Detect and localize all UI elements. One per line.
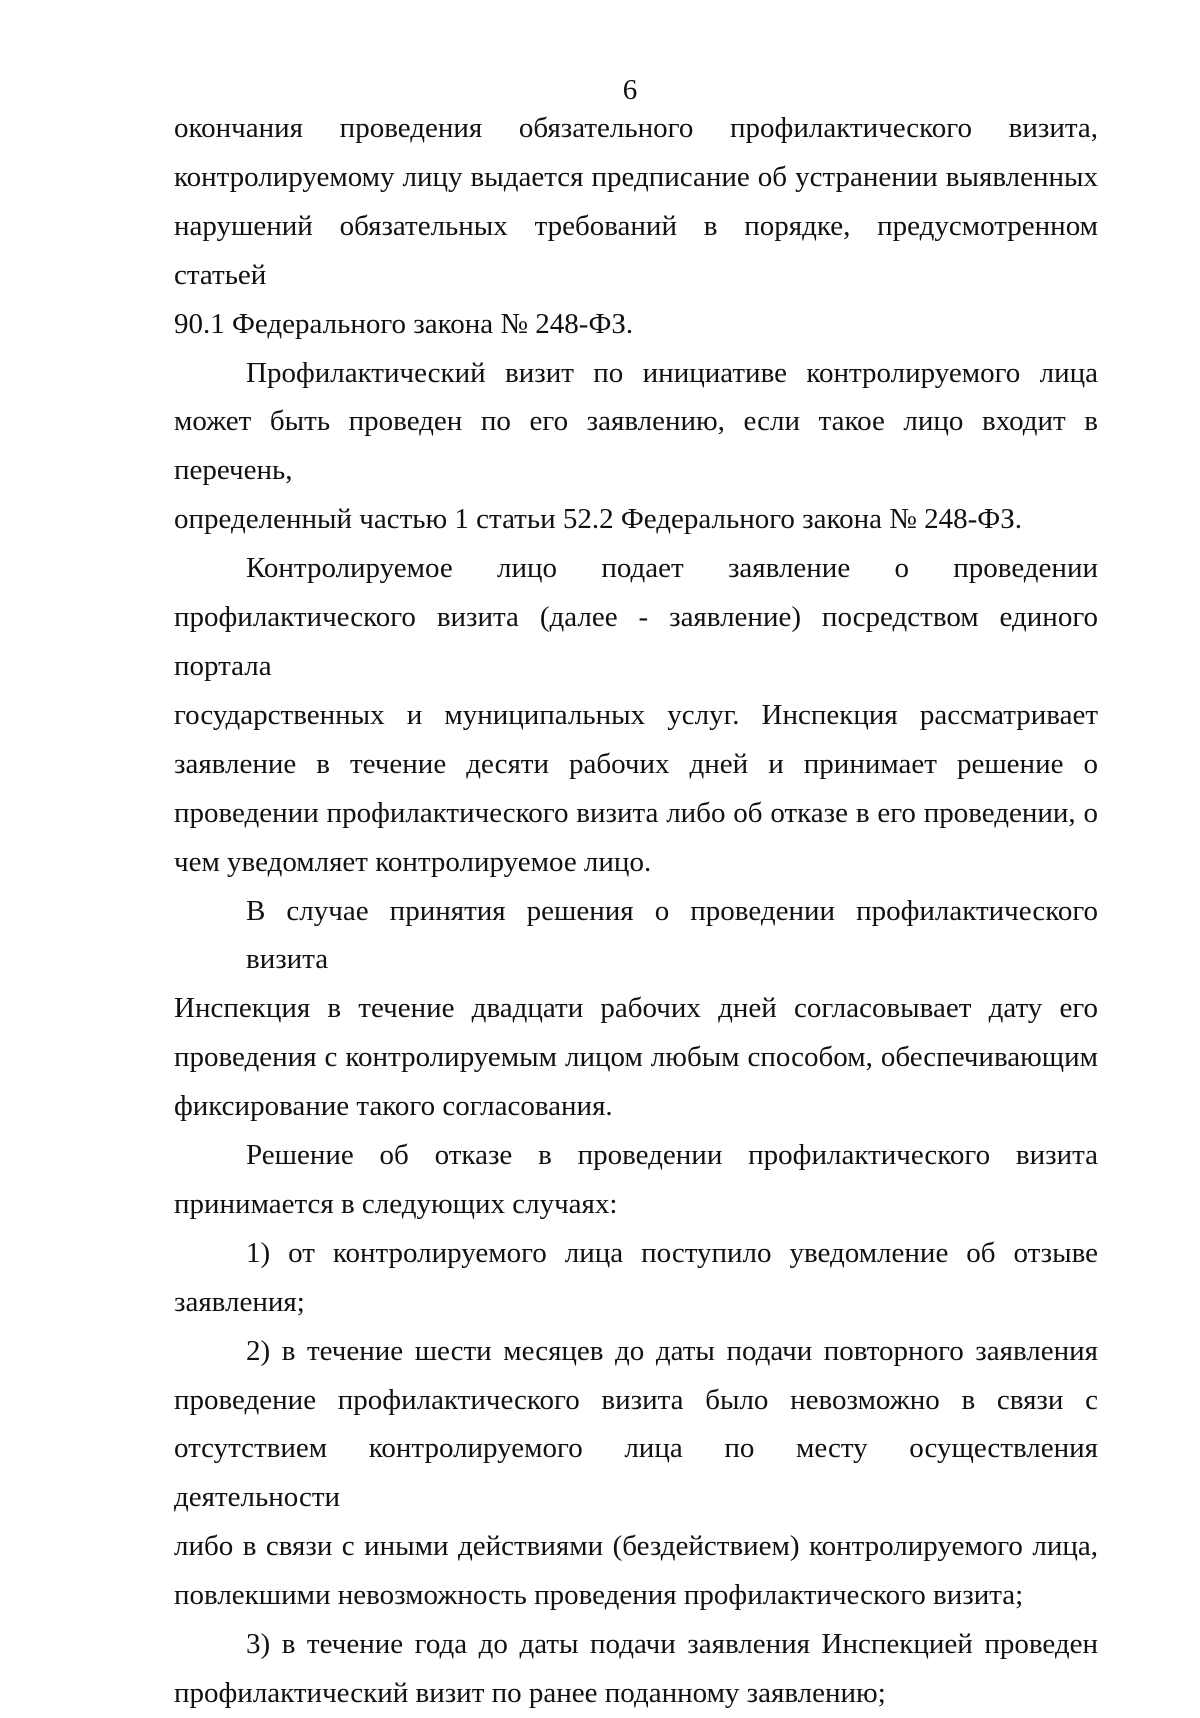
text-line: государственных и муниципальных услуг. Инспекция рассматривает	[174, 698, 1098, 731]
document-body	[174, 104, 1098, 1718]
text-line: профилактический визит по ранее поданному заявлению;	[174, 1677, 886, 1709]
text-line: либо в связи с иными действиями (бездействием) контролируемого лица,	[174, 1530, 1098, 1563]
text-line: заявления;	[174, 1285, 305, 1318]
text-line: проведение профилактического визита было невозможно в связи с	[174, 1383, 1098, 1416]
text-line: фиксирование такого согласования.	[174, 1090, 613, 1123]
text-line: 2) в течение шести месяцев до даты подачи повторного заявления	[246, 1334, 1098, 1367]
paragraph	[174, 1327, 1098, 1620]
paragraph	[174, 1229, 1098, 1327]
text-line: нарушений обязательных требований в порядке, предусмотренном статьей	[174, 209, 1098, 291]
text-line: профилактического визита (далее - заявление) посредством единого портала	[174, 601, 1098, 682]
text-line: 90.1 Федерального закона № 248-ФЗ.	[174, 307, 634, 340]
text-line: 3) в течение года до даты подачи заявления Инспекцией проведен	[246, 1628, 1098, 1661]
paragraph	[174, 104, 1098, 349]
paragraph	[174, 887, 1098, 1132]
paragraph	[174, 349, 1098, 545]
text-line: заявление в течение десяти рабочих дней и принимает решение о	[174, 747, 1098, 780]
text-line: Контролируемое лицо подает заявление о проведении	[246, 552, 1098, 585]
text-line: принимается в следующих случаях:	[174, 1187, 618, 1220]
paragraph	[174, 1620, 1098, 1718]
paragraph	[174, 1131, 1098, 1229]
text-line: проведения с контролируемым лицом любым способом, обеспечивающим	[174, 1041, 1098, 1074]
text-line: Инспекция в течение двадцати рабочих дней согласовывает дату его	[174, 992, 1098, 1025]
paragraph	[174, 544, 1098, 886]
text-line: отсутствием контролируемого лица по месту осуществления деятельности	[174, 1432, 1098, 1514]
page-number: 6	[622, 74, 638, 106]
text-line: Профилактический визит по инициативе контролируемого лица	[246, 356, 1098, 389]
text-line: контролируемому лицу выдается предписание об устранении выявленных	[174, 160, 1098, 193]
text-line: определенный частью 1 статьи 52.2 Федерального закона № 248-ФЗ.	[174, 503, 1022, 536]
text-line: окончания проведения обязательного профилактического визита,	[174, 112, 1098, 144]
text-line: проведении профилактического визита либо об отказе в его проведении, о	[174, 796, 1098, 829]
text-line: может быть проведен по его заявлению, если такое лицо входит в перечень,	[174, 405, 1098, 487]
text-line: В случае принятия решения о проведении профилактического визита	[246, 894, 1098, 976]
text-line: 1) от контролируемого лица поступило уведомление об отзыве	[246, 1236, 1098, 1269]
text-line: Решение об отказе в проведении профилактического визита	[246, 1139, 1098, 1172]
text-line: повлекшими невозможность проведения профилактического визита;	[174, 1579, 1024, 1612]
text-line: чем уведомляет контролируемое лицо.	[174, 845, 652, 878]
